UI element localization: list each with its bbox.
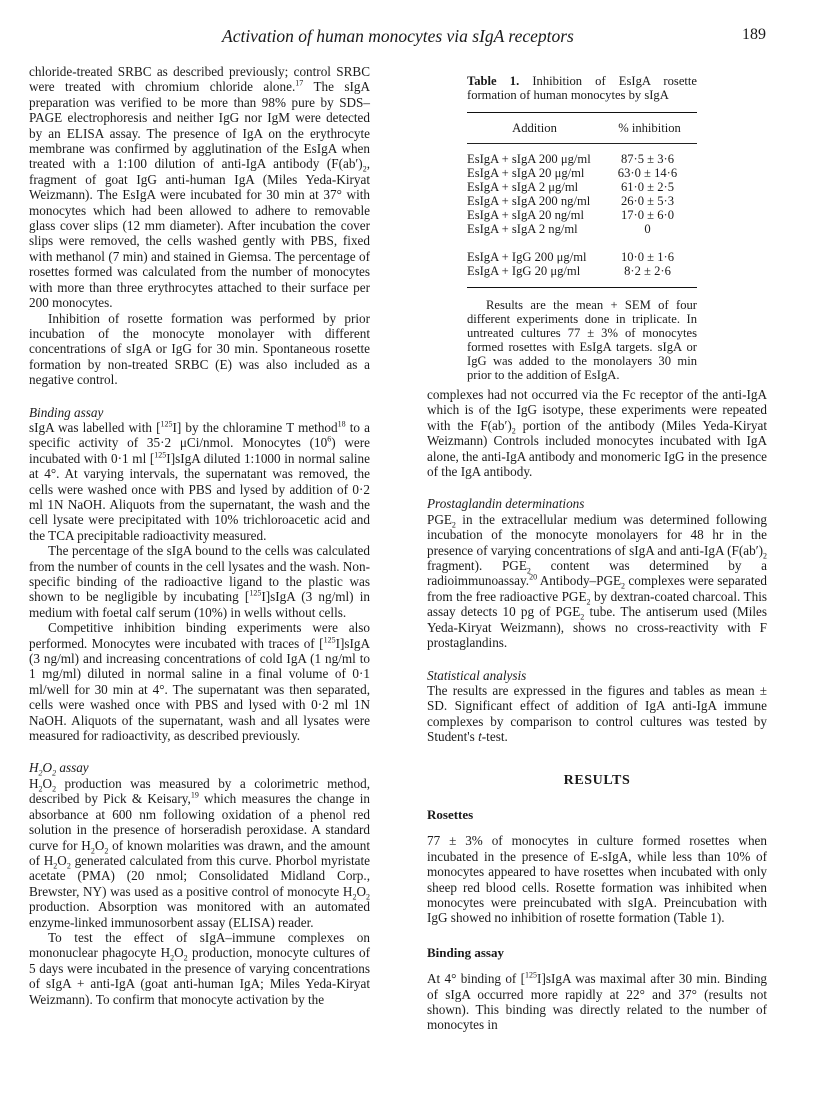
table-row: EsIgA + IgG 200 μg/ml 10·0 ± 1·6 bbox=[467, 250, 675, 264]
table-row: EsIgA + sIgA 200 ng/ml 26·0 ± 5·3 bbox=[467, 194, 675, 208]
subheading-h2o2-assay: $H_2O_2$ assay bbox=[29, 760, 89, 779]
table-1 bbox=[467, 74, 697, 382]
table-body bbox=[467, 144, 697, 287]
h2o2-paragraph-continued: complexes had not occurred via the Fc receptor of the anti-IgA which is of the IgG isotype, these experiments were repeated with the $F(ab')_2$ portion of the antibody (Miles Yeda-Kiryat Weizmann) Controls included monocytes incubated with IgA alone, the anti-IgA antibody and monomeric IgG in the presence of the IgA antibody. bbox=[427, 387, 767, 480]
left-column bbox=[29, 64, 370, 1007]
subheading-prostaglandin: Prostaglandin determinations bbox=[427, 496, 585, 512]
methods-paragraph-rosette: chloride-treated SRBC as described previously; control SRBC were treated with chromium chloride alone.$^{17}$ The sIgA preparation was verified to be more than 98% pure by SDS–PAGE electrophoresis and neither IgG nor IgM were detected by an ELISA assay. The presence of IgA on the erythrocyte membrane was confirmed by agglutination of the EsIgA when treated with a 1:100 dilution of anti-IgA antibody ($F(ab')_2$, fragment of goat IgG anti-human IgA (Miles Yeda-Kiryat Weizmann). The EsIgA were incubated for 30 min at 37° with monocytes which had been allowed to adhere to removable glass cover slips (12 mm diameter). After incubation the cover slips were removed, the cells washed gently with PBS, fixed with methanol (7 min) and stained in Giemsa. The percentage of rosettes formed was calculated from the number of monocytes with more than three erythrocytes attached to their surface per 200 monocytes. bbox=[29, 64, 370, 311]
rosettes-paragraph: 77 ± 3% of monocytes in culture formed rosettes when incubated in the presence of E-sIgA, while less than 10% of monocytes appeared to have rosettes when incubated with only sheep red blood cells. Rosette formation was inhibited when monocytes were preincubated with sIgA. Preincubation with IgG showed no inhibition of rosette formation (Table 1). bbox=[427, 833, 767, 926]
h2o2-paragraph-2: To test the effect of sIgA–immune complexes on mononuclear phagocyte $H_2O_2$ production, monocyte cultures of 5 days were incubated in the presence of varying concentrations of sIgA + anti-IgA (goat anti-human IgA; Miles Yeda-Kiryat Weizmann). To confirm that monocyte activation by the bbox=[29, 929, 370, 1007]
running-head: Activation of human monocytes via sIgA receptors bbox=[222, 26, 574, 46]
column-header-inhibition: % inhibition bbox=[618, 121, 681, 135]
binding-paragraph-1: sIgA was labelled with [$^{125}$I] by the chloramine T method$^{18}$ to a specific activity of 35·2 μCi/nmol. Monocytes $(10^6)$ were incubated with 0·1 ml [$^{125}$I]sIgA diluted 1:1000 in normal saline at 4°. At varying intervals, the supernatant was removed, the cells were washed once with PBS and lysed by addition of 0·2 ml 1N NaOH. Aliquots from the supernatant, the wash and the cell lysate were precipitated with 10% trichloroacetic acid and the TCA precipitable radioactivity measured. bbox=[29, 419, 370, 543]
table-header-row bbox=[467, 113, 697, 143]
table-bottom-rule bbox=[467, 287, 697, 288]
subheading-statistical-analysis: Statistical analysis bbox=[427, 667, 527, 683]
table-footnote: Results are the mean + SEM of four different experiments done in triplicate. In untreated cultures 77 ± 3% of monocytes formed rosettes with EsIgA targets. sIgA or IgG was added to the monolayers 30 min prior to the addition of EsIgA. bbox=[467, 298, 697, 382]
section-title-results: RESULTS bbox=[563, 773, 631, 788]
table-row: EsIgA + sIgA 200 μg/ml 87·5 ± 3·6 bbox=[467, 152, 675, 166]
right-column bbox=[427, 387, 767, 745]
table-row: EsIgA + sIgA 2 μg/ml 61·0 ± 2·5 bbox=[467, 180, 675, 194]
binding-paragraph-3: Competitive inhibition binding experiments were also performed. Monocytes were incubated with traces of [$^{125}$I]sIgA (3 ng/ml) and increasing concentrations of cold IgA (1 ng/ml to 1 mg/ml) diluted in normal saline in a final volume of 0·1 ml/well for 30 min at 4°. The supernatant was then separated, cells were washed once with PBS and lysed with 0·2 ml 1N NaOH. Aliquots of the supernatant, wash and all lysates were measured for radioactivity, as described previously. bbox=[29, 620, 370, 744]
results-column bbox=[427, 807, 767, 1033]
column-header-addition: Addition bbox=[512, 121, 557, 135]
table-row: EsIgA + IgG 20 μg/ml 8·2 ± 2·6 bbox=[467, 264, 671, 278]
binding-paragraph-2: The percentage of the sIgA bound to the cells was calculated from the number of counts in the cell lysates and the wash. Non-specific binding of the radioactive ligand to the plastic was shown to be negligible by incubating [$^{125}$I]sIgA (3 ng/ml) in medium with foetal calf serum (10%) in wells without cells. bbox=[29, 543, 371, 620]
table-row: EsIgA + sIgA 20 μg/ml 63·0 ± 14·6 bbox=[467, 166, 678, 180]
page-number: 189 bbox=[742, 26, 766, 43]
subheading-rosettes: Rosettes bbox=[427, 807, 474, 822]
table-row: EsIgA + sIgA 2 ng/ml 0 bbox=[467, 222, 651, 236]
prostaglandin-paragraph: $PGE_2$ in the extracellular medium was determined following incubation of the monocyte monolayers for 48 hr in the presence of varying concentrations of sIgA and anti-IgA ($F(ab')_2$ fragment). $PGE_2$ content was determined by a radioimmunoassay.$^{20}$ Antibody–$PGE_2$ complexes were separated from the free radioactive $PGE_2$ by dextran-coated charcoal. This assay detects 10 pg of $PGE_2$ tube. The antiserum used (Miles Yeda-Kiryat Weizmann), shows no cross-reactivity with F prostaglandins. bbox=[427, 511, 768, 651]
binding-results-paragraph: At 4° binding of [$^{125}$I]sIgA was maximal after 30 min. Binding of sIgA occurred more rapidly at 22° and 37° (results not shown). This binding was directly related to the number of monocytes in bbox=[427, 970, 768, 1033]
subheading-binding-assay: Binding assay bbox=[29, 404, 104, 420]
subheading-binding-assay-results: Binding assay bbox=[427, 944, 504, 960]
table-row: EsIgA + sIgA 20 ng/ml 17·0 ± 6·0 bbox=[467, 208, 675, 222]
methods-paragraph-inhibition: Inhibition of rosette formation was performed by prior incubation of the monocyte monolayer with different concentrations of sIgA or IgG for 30 min. Spontaneous rosette formation by non-treated SRBC (E) was also included as a negative control. bbox=[29, 310, 370, 388]
table-caption: Table 1. Inhibition of EsIgA rosette formation of human monocytes by sIgA bbox=[467, 74, 697, 102]
statistics-paragraph: The results are expressed in the figures and tables as mean ± SD. Significant effect of addition of IgA anti-IgA immune complexes by comparison to control cultures was tested by Student's t-test. bbox=[427, 682, 767, 745]
h2o2-paragraph-1: $H_2O_2$ production was measured by a colorimetric method, described by Pick & Keisary,$^{19}$ which measures the change in absorbance at 600 nm following oxidation of a phenol red solution in the presence of horseradish peroxidase. A standard curve for $H_2O_2$ of known molarities was drawn, and the amount of $H_2O_2$ generated calculated from this curve. Phorbol myristate acetate (PMA) (20 nmol; Consolidated Midland Corp., Brewster, NY) was used as a positive control of monocyte $H_2O_2$ production. Absorption was monitored with an automated enzyme-linked immunosorbent assay (ELISA) reader. bbox=[29, 775, 370, 930]
